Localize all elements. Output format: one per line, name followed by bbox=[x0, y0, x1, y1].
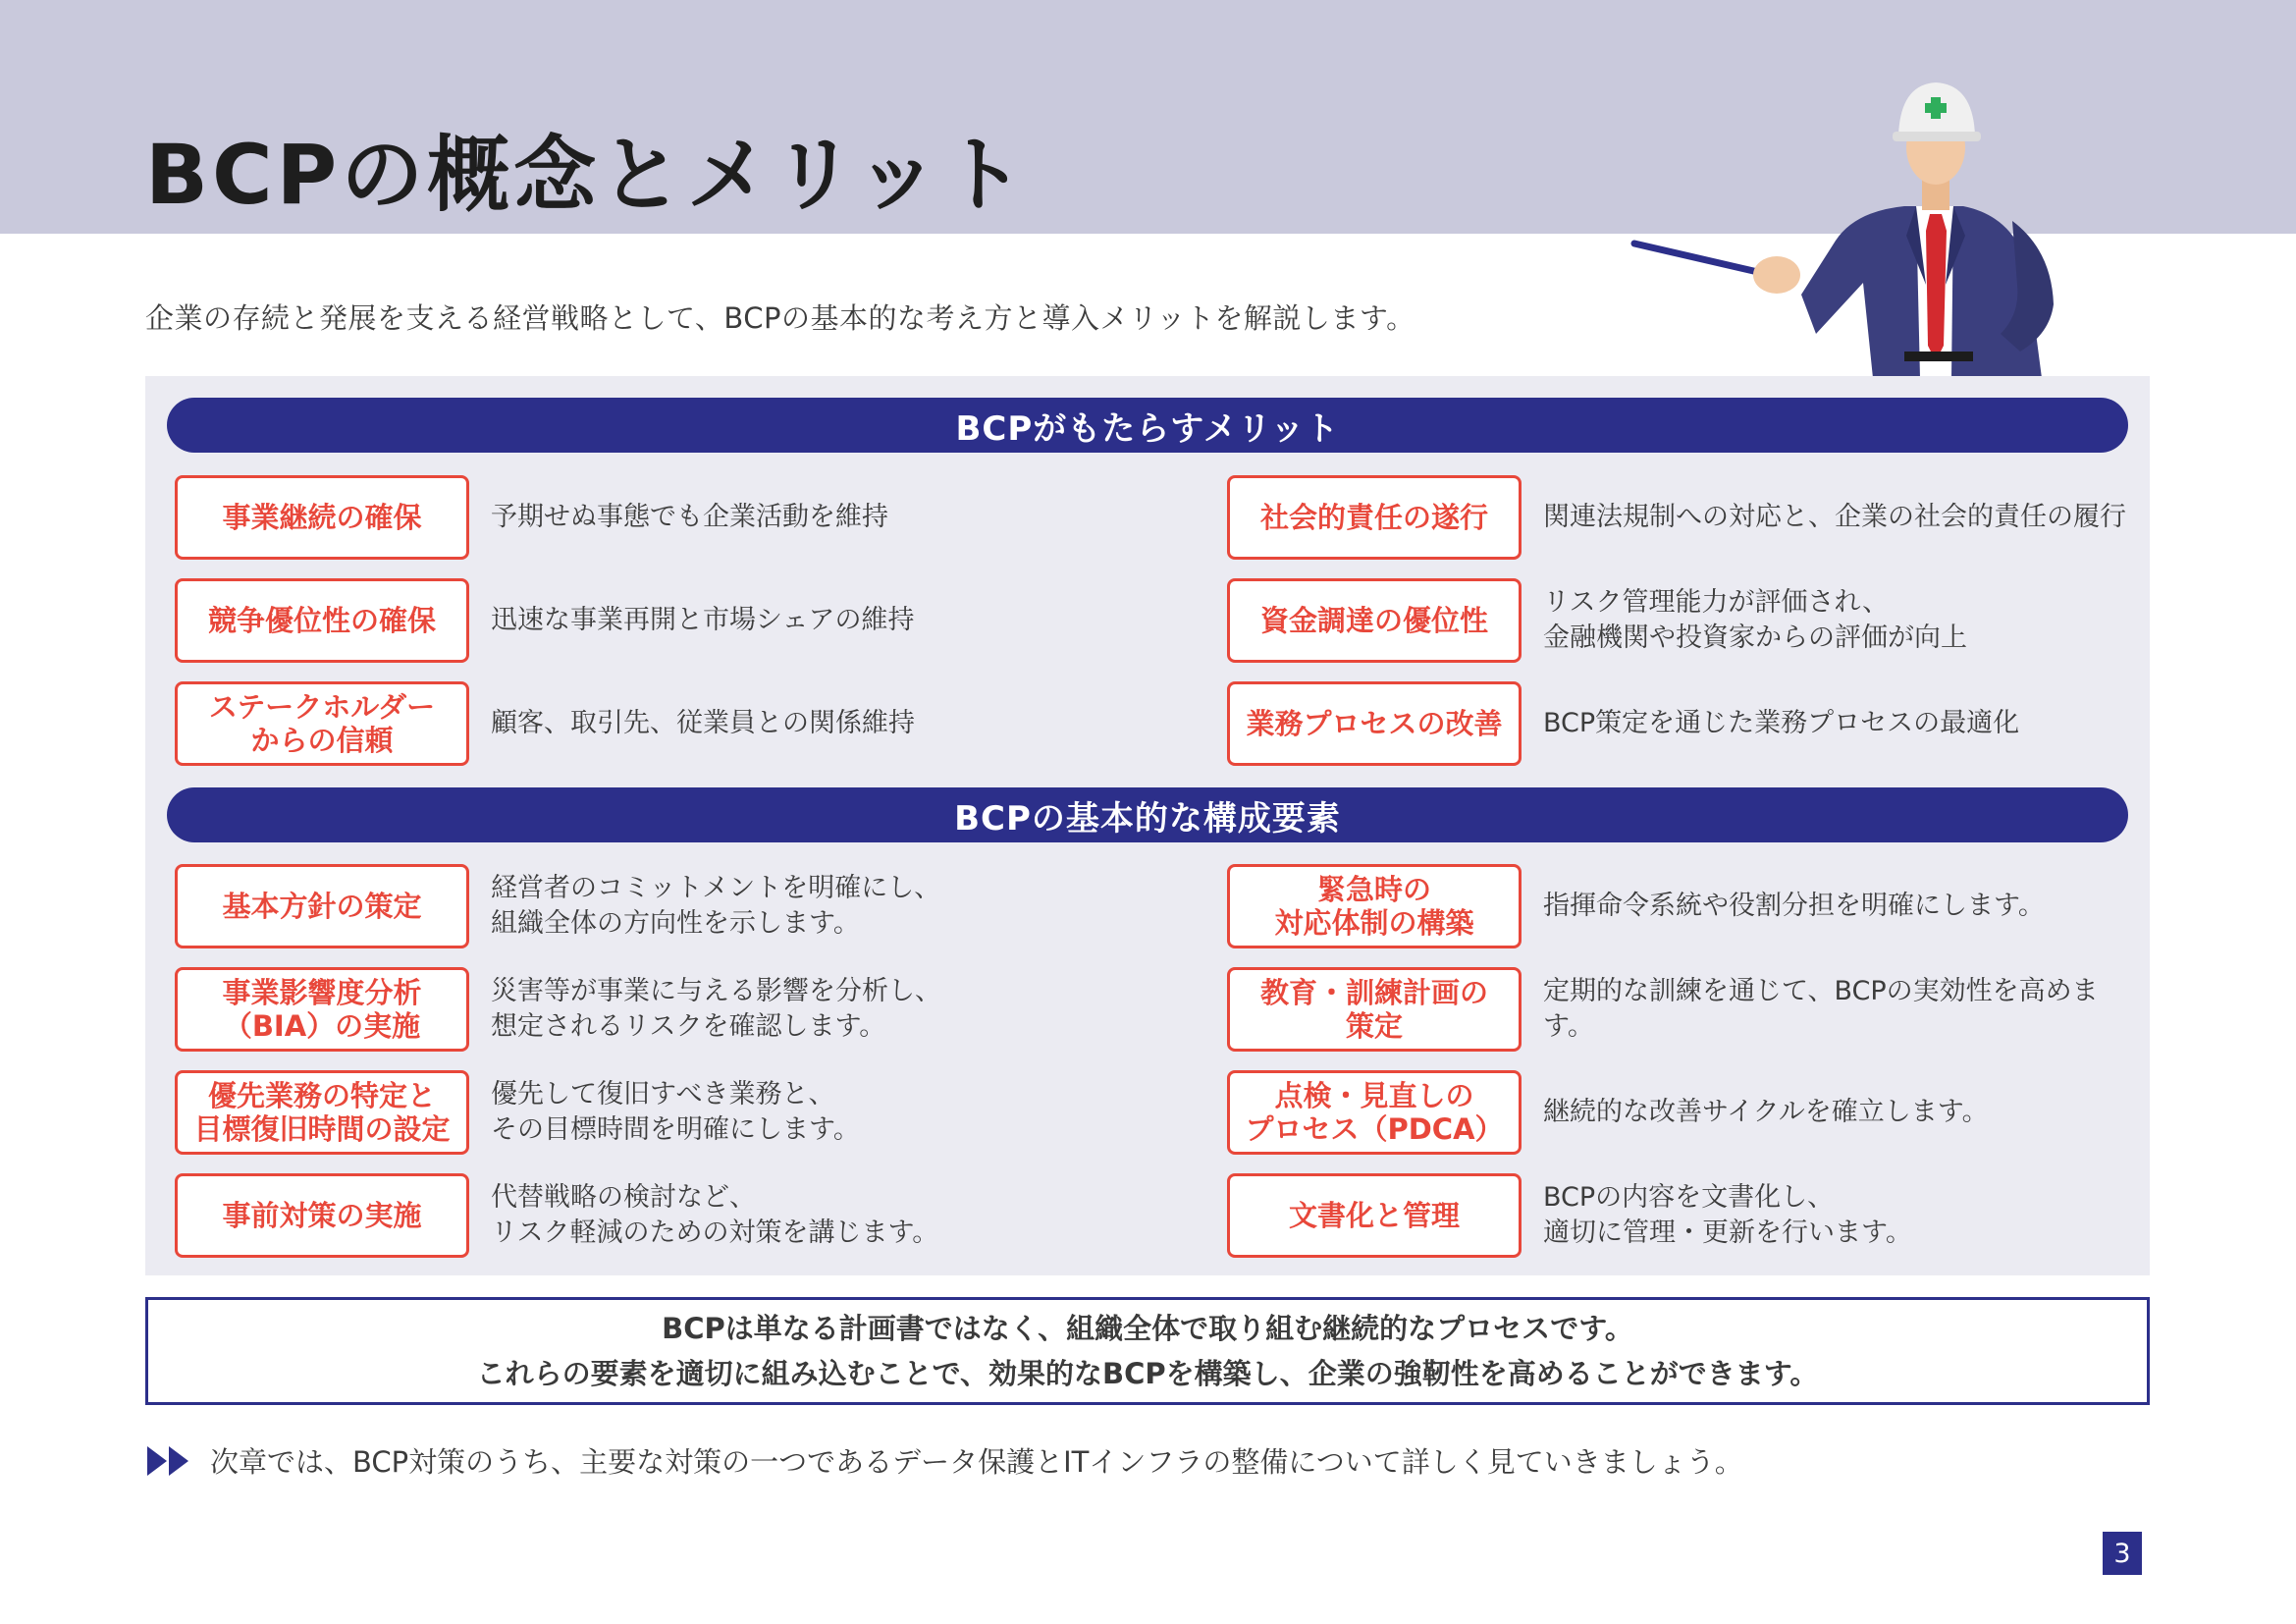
element-description: 経営者のコミットメントを明確にし、 組織全体の方向性を示します。 bbox=[491, 873, 941, 939]
element-description: BCPの内容を文書化し、 適切に管理・更新を行います。 bbox=[1543, 1182, 1912, 1248]
element-item bbox=[175, 1070, 999, 1153]
element-label: 文書化と管理 bbox=[1227, 1173, 1522, 1258]
elements-section-title: BCPの基本的な構成要素 bbox=[167, 787, 2128, 842]
merit-description: BCP策定を通じた業務プロセスの最適化 bbox=[1543, 708, 2020, 738]
element-label: 基本方針の策定 bbox=[175, 864, 469, 948]
merit-item bbox=[175, 578, 999, 661]
next-chapter-text: 次章では、BCP対策のうち、主要な対策の一つであるデータ保護とITインフラの整備について詳しく見ていきましょう。 bbox=[210, 1445, 1743, 1479]
element-description: 優先して復旧すべき業務と、 その目標時間を明確にします。 bbox=[491, 1079, 860, 1145]
element-label: 事業影響度分析 （BIA）の実施 bbox=[175, 967, 469, 1052]
merit-label: 社会的責任の遂行 bbox=[1227, 475, 1522, 560]
element-item bbox=[175, 864, 999, 947]
merit-item bbox=[1227, 681, 2130, 764]
merit-description: 迅速な事業再開と市場シェアの維持 bbox=[491, 605, 915, 635]
merit-label: 資金調達の優位性 bbox=[1227, 578, 1522, 663]
element-description: 災害等が事業に与える影響を分析し、 想定されるリスクを確認します。 bbox=[491, 976, 941, 1042]
element-label: 教育・訓練計画の 策定 bbox=[1227, 967, 1522, 1052]
next-chapter bbox=[145, 1440, 1743, 1481]
merit-label: 業務プロセスの改善 bbox=[1227, 681, 1522, 766]
merit-description: リスク管理能力が評価され、 金融機関や投資家からの評価が向上 bbox=[1543, 587, 1967, 653]
merit-label: 競争優位性の確保 bbox=[175, 578, 469, 663]
merit-label: 事業継続の確保 bbox=[175, 475, 469, 560]
element-description: 代替戦略の検討など、 リスク軽減のための対策を講じます。 bbox=[491, 1182, 939, 1248]
element-item bbox=[1227, 864, 2130, 947]
merit-description: 顧客、取引先、従業員との関係維持 bbox=[491, 708, 915, 738]
element-label: 点検・見直しの プロセス（PDCA） bbox=[1227, 1070, 1522, 1155]
summary-line-1: BCPは単なる計画書ではなく、組織全体で取り組む継続的なプロセスです。 bbox=[662, 1312, 1633, 1345]
element-item bbox=[1227, 1173, 2130, 1256]
element-description: 継続的な改善サイクルを確立します。 bbox=[1543, 1097, 1989, 1127]
double-chevron-right-icon bbox=[145, 1444, 194, 1478]
element-description: 指揮命令系統や役割分担を明確にします。 bbox=[1543, 891, 2045, 921]
summary-line-2: これらの要素を適切に組み込むことで、効果的なBCPを構築し、企業の強靭性を高めることができます。 bbox=[476, 1357, 1819, 1390]
page-number: 3 bbox=[2103, 1532, 2142, 1575]
element-label: 事前対策の実施 bbox=[175, 1173, 469, 1258]
merit-description: 予期せぬ事態でも企業活動を維持 bbox=[491, 502, 888, 532]
element-description: 定期的な訓練を通じて、BCPの実効性を高めます。 bbox=[1543, 976, 2099, 1042]
merit-item bbox=[1227, 578, 2130, 661]
intro-text: 企業の存続と発展を支える経営戦略として、BCPの基本的な考え方と導入メリットを解説します。 bbox=[145, 301, 1415, 335]
element-label: 優先業務の特定と 目標復旧時間の設定 bbox=[175, 1070, 469, 1155]
merit-item bbox=[175, 681, 999, 764]
merit-label: ステークホルダー からの信頼 bbox=[175, 681, 469, 766]
element-item bbox=[175, 967, 999, 1050]
presenter-illustration bbox=[1610, 39, 2140, 378]
merit-item bbox=[1227, 475, 2130, 558]
element-item bbox=[175, 1173, 999, 1256]
element-item bbox=[1227, 967, 2130, 1050]
merit-item bbox=[175, 475, 999, 558]
merit-description: 関連法規制への対応と、企業の社会的責任の履行 bbox=[1543, 502, 2126, 532]
summary-box bbox=[145, 1297, 2150, 1405]
element-item bbox=[1227, 1070, 2130, 1153]
page-title: BCPの概念とメリット bbox=[145, 127, 1029, 223]
merits-section-title: BCPがもたらすメリット bbox=[167, 398, 2128, 453]
element-label: 緊急時の 対応体制の構築 bbox=[1227, 864, 1522, 948]
